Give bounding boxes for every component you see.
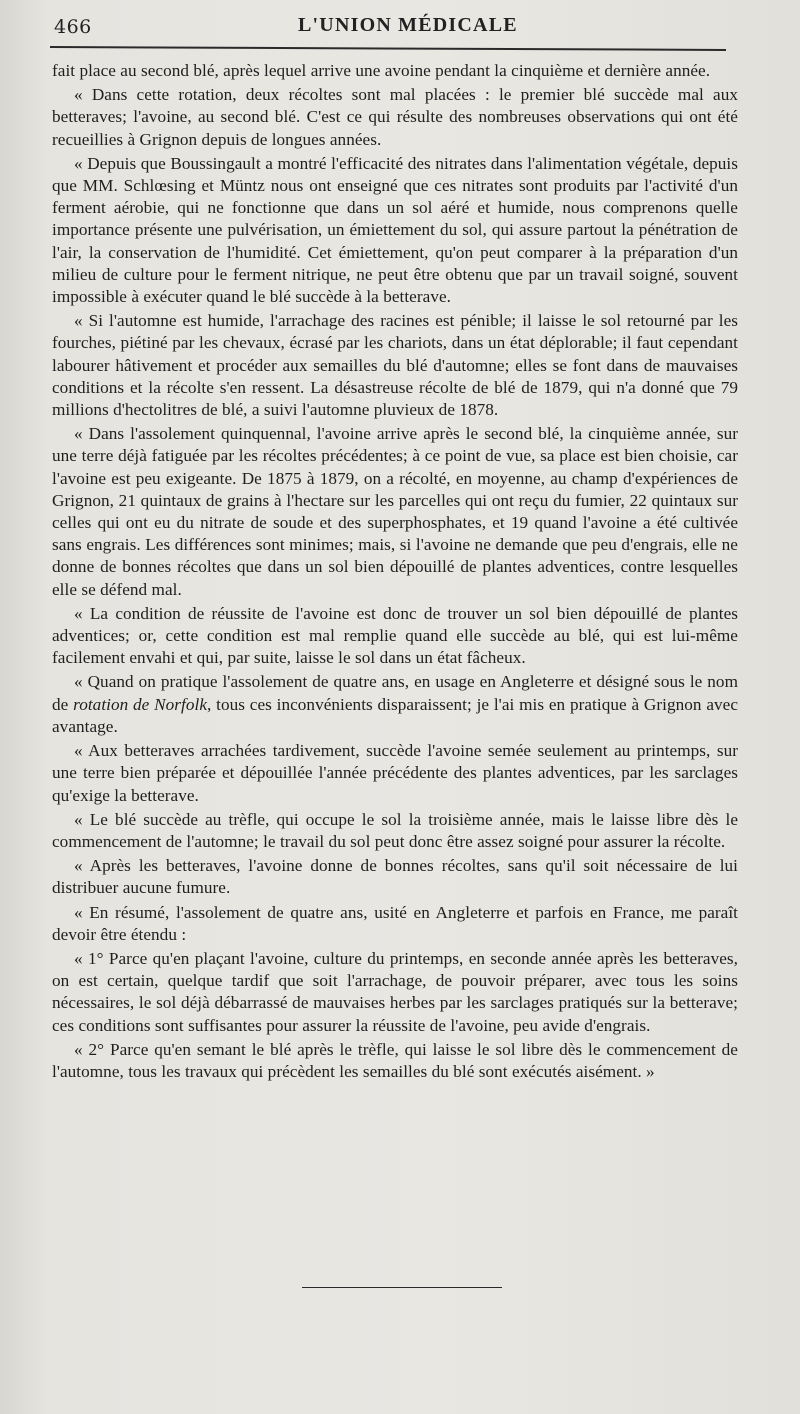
header-rule — [50, 46, 726, 51]
paragraph: « 2° Parce qu'en semant le blé après le trèfle, qui laisse le sol libre dès le commencement de l'automne, tous les travaux qui précèdent les semailles du blé sont exécutés aisément. » — [52, 1039, 738, 1081]
paragraph: « 1° Parce qu'en plaçant l'avoine, culture du printemps, en seconde année après les betteraves, on est certain, quelque tardif que soit l'arrachage, de pouvoir préparer, avec tous les soins nécessaires, le sol déjà débarrassé de mauvaises herbes par les sarclages pratiqués sur la betterave; ces conditions sont suffisantes pour assurer la réussite de l'avoine, peu avide d'engrais. — [52, 948, 738, 1035]
article-body — [52, 60, 738, 1085]
paragraph: « Si l'automne est humide, l'arrachage des racines est pénible; il laisse le sol retourné par les fourches, piétiné par les chevaux, écrasé par les chariots, dans un état déplorable; il faut cependant labourer hâtivement et procéder aux semailles du blé d'automne; elles se font dans de mauvaises conditions et la récolte s'en ressent. La désastreuse récolte de blé de 1879, qui n'a donné que 79 millions d'hectolitres de blé, a suivi l'automne pluvieux de 1878. — [52, 311, 738, 420]
running-title: L'UNION MÉDICALE — [298, 14, 518, 36]
norfolk-text-before: « Quand on pratique l'assolement de quatre ans, en usage en Angleterre et désigné sous le nom de — [52, 672, 738, 714]
page-number: 466 — [54, 16, 92, 38]
norfolk-text-after: , tous ces inconvénients disparaissent; je l'ai mis en pratique à Grignon avec avantage. — [52, 694, 738, 736]
section-end-rule — [302, 1287, 502, 1288]
paragraph-norfolk — [52, 671, 738, 738]
paragraph: « Aux betteraves arrachées tardivement, succède l'avoine semée seulement au printemps, sur une terre bien préparée et dépouillée l'année précédente des plantes adventices, par les sarclages qu'exige la betterave. — [52, 741, 738, 805]
paragraph: fait place au second blé, après lequel arrive une avoine pendant la cinquième et dernière année. — [52, 61, 711, 80]
paragraph: « En résumé, l'assolement de quatre ans, usité en Angleterre et parfois en France, me paraît devoir être étendu : — [52, 902, 738, 944]
paragraph: « Dans l'assolement quinquennal, l'avoine arrive après le second blé, la cinquième année, sur une terre déjà fatiguée par les récoltes précédentes; à ce point de vue, sa place est bien choisie, car l'avoine est peu exigeante. De 1875 à 1879, on a récolté, en moyenne, au champ d'expériences de Grignon, 21 quintaux de grains à l'hectare sur les parcelles qui ont reçu du fumier, 22 quintaux sur celles qui ont eu du nitrate de soude et des superphosphates, et 19 quand l'avoine a été cultivée sans engrais. Les différences sont minimes; mais, si l'avoine ne demande que peu d'engrais, elle ne donne de bonnes récoltes que dans un sol bien dépouillé de plantes adventices, contre lesquelles elle se défend mal. — [52, 424, 738, 599]
norfolk-italic: rotation de Norfolk — [73, 694, 208, 714]
paragraph: « Depuis que Boussingault a montré l'efficacité des nitrates dans l'alimentation végétale, depuis que MM. Schlœsing et Müntz nous ont enseigné que ces nitrates sont produits par l'activité d'un ferment aérobie, qui ne fonctionne que dans un sol aéré et humide, nous comprenons quelle importance présente une pulvérisation, un émiettement du sol, qui assure partout la pénétration de l'air, la conservation de l'humidité. Cet émiettement, qu'on peut comparer à la préparation d'un milieu de culture pour le ferment nitrique, ne peut être obtenu que par un travail soigné, souvent impossible à exécuter quand le blé succède à la betterave. — [52, 153, 738, 307]
paragraph: « La condition de réussite de l'avoine est donc de trouver un sol bien dépouillé de plantes adventices; or, cette condition est mal remplie quand elle succède au blé, qui est lui-même facilement envahi et qui, par suite, laisse le sol dans un état fâcheux. — [52, 603, 738, 668]
paragraph: « Dans cette rotation, deux récoltes sont mal placées : le premier blé succède mal aux betteraves; l'avoine, au second blé. C'est ce qui résulte des nombreuses observations qui ont été recueillies à Grignon depuis de longues années. — [52, 85, 738, 149]
page-header — [50, 8, 730, 40]
paragraph: « Après les betteraves, l'avoine donne de bonnes récoltes, sans qu'il soit nécessaire de lui distribuer aucune fumure. — [52, 856, 738, 898]
paragraph: « Le blé succède au trèfle, qui occupe le sol la troisième année, mais le laisse libre dès le commencement de l'automne; le travail du sol peut donc être assez soigné pour assurer la récolte. — [52, 809, 738, 851]
